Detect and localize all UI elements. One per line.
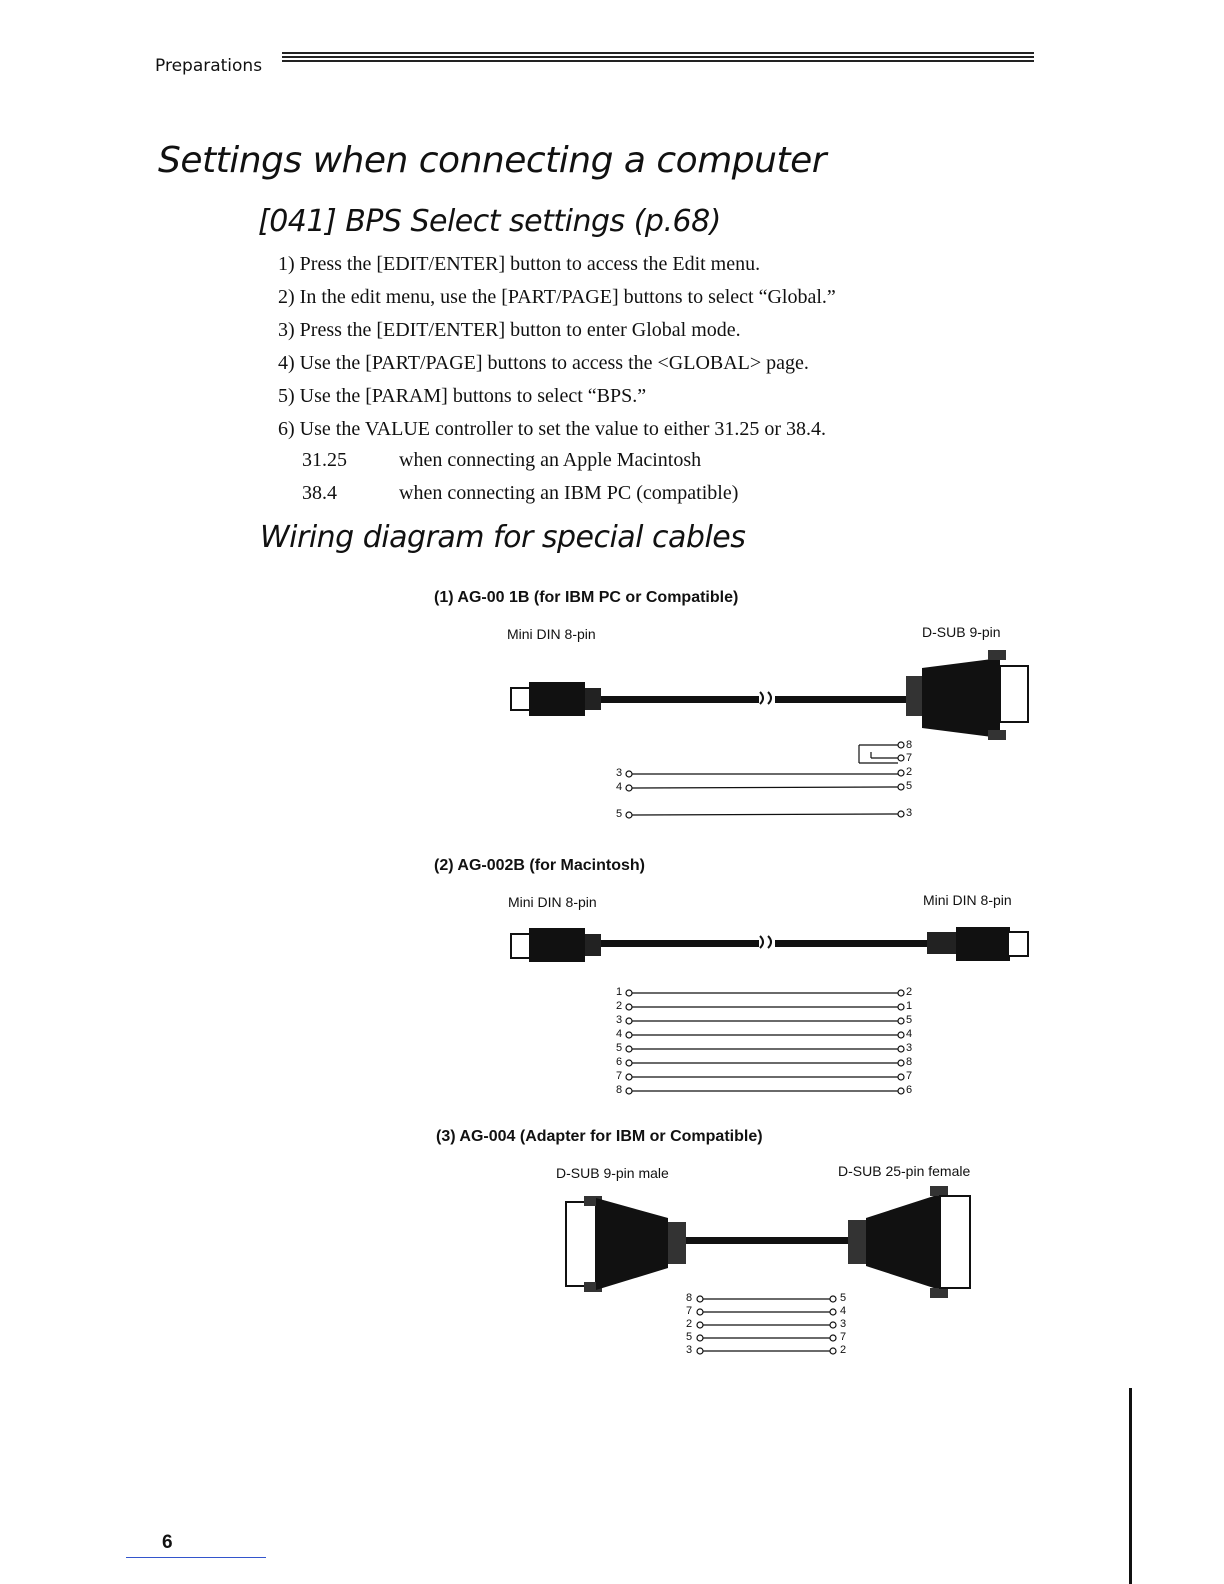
pin-wiring-cable-2 — [626, 990, 904, 1094]
pin-number: 8 — [616, 1084, 623, 1096]
cable-wire-icon — [601, 936, 927, 948]
value-number: 31.25 — [302, 449, 347, 471]
pin-number: 6 — [616, 1056, 623, 1068]
pin-number: 3 — [840, 1318, 847, 1330]
mini-din-plug-icon — [511, 682, 601, 716]
pin-number: 3 — [906, 1042, 913, 1054]
subsection-title: [041] BPS Select settings (p.68) — [258, 204, 721, 239]
step-item: 6) Use the VALUE controller to set the value to either 31.25 or 38.4. — [278, 418, 827, 440]
connector-label-right: Mini DIN 8-pin — [923, 892, 1012, 908]
pin-number: 5 — [906, 1014, 913, 1026]
pin-number: 8 — [686, 1292, 693, 1304]
pin-number: 5 — [616, 808, 623, 820]
pin-number: 7 — [906, 752, 913, 764]
step-item: 2) In the edit menu, use the [PART/PAGE] buttons to select “Global.” — [278, 286, 836, 308]
pin-wiring-cable-3 — [697, 1296, 836, 1354]
pin-number: 5 — [616, 1042, 623, 1054]
pin-number: 7 — [616, 1070, 623, 1082]
wiring-title: Wiring diagram for special cables — [260, 520, 746, 555]
value-number: 38.4 — [302, 482, 337, 504]
connector-label-left: Mini DIN 8-pin — [508, 894, 597, 910]
pin-number: 2 — [906, 766, 913, 778]
mini-din-plug-icon — [927, 927, 1028, 961]
page-title: Settings when connecting a computer — [158, 140, 827, 181]
dsub-25-female-connector-icon — [848, 1186, 970, 1298]
footer-rule — [126, 1557, 266, 1558]
running-header: Preparations — [155, 56, 263, 76]
cable-caption: (1) AG-00 1B (for IBM PC or Compatible) — [434, 589, 739, 606]
pin-number: 8 — [906, 739, 913, 751]
pin-number: 2 — [616, 1000, 623, 1012]
pin-number: 2 — [840, 1344, 847, 1356]
pin-number: 3 — [616, 1014, 623, 1026]
pin-number: 2 — [686, 1318, 693, 1330]
pin-number: 2 — [906, 986, 913, 998]
dsub-9-connector-icon — [906, 650, 1028, 740]
pin-number: 7 — [686, 1305, 693, 1317]
pin-number: 4 — [616, 781, 623, 793]
pin-number: 7 — [840, 1331, 847, 1343]
value-description: when connecting an IBM PC (compatible) — [399, 482, 739, 504]
pin-number: 3 — [616, 767, 623, 779]
pin-number: 4 — [616, 1028, 623, 1040]
page-number: 6 — [162, 1532, 173, 1553]
connector-label-left: D-SUB 9-pin male — [556, 1165, 669, 1181]
connector-label-right: D-SUB 9-pin — [922, 624, 1001, 640]
pin-number: 6 — [906, 1084, 913, 1096]
step-item: 5) Use the [PARAM] buttons to select “BPS.” — [278, 385, 647, 407]
value-description: when connecting an Apple Macintosh — [399, 449, 702, 471]
step-item: 1) Press the [EDIT/ENTER] button to access the Edit menu. — [278, 253, 761, 275]
cable-wire-icon — [686, 1237, 850, 1244]
dsub-9-male-connector-icon — [566, 1196, 686, 1292]
pin-number: 4 — [906, 1028, 913, 1040]
cable-caption: (3) AG-004 (Adapter for IBM or Compatible) — [436, 1128, 763, 1145]
connector-label-right: D-SUB 25-pin female — [838, 1163, 971, 1179]
pin-number: 4 — [840, 1305, 847, 1317]
step-item: 3) Press the [EDIT/ENTER] button to enter Global mode. — [278, 319, 741, 341]
pin-number: 3 — [906, 807, 913, 819]
step-item: 4) Use the [PART/PAGE] buttons to access the <GLOBAL> page. — [278, 352, 809, 374]
connector-label-left: Mini DIN 8-pin — [507, 626, 596, 642]
cable-wire-icon — [601, 692, 907, 704]
pin-number: 5 — [840, 1292, 847, 1304]
cable-caption: (2) AG-002B (for Macintosh) — [434, 857, 645, 874]
scan-edge-bar — [1129, 1388, 1132, 1584]
pin-wiring-cable-1 — [626, 742, 904, 818]
pin-number: 7 — [906, 1070, 913, 1082]
pin-number: 5 — [906, 780, 913, 792]
pin-number: 5 — [686, 1331, 693, 1343]
pin-number: 3 — [686, 1344, 693, 1356]
pin-number: 8 — [906, 1056, 913, 1068]
pin-number: 1 — [616, 986, 623, 998]
pin-number: 1 — [906, 1000, 913, 1012]
mini-din-plug-icon — [511, 928, 601, 962]
